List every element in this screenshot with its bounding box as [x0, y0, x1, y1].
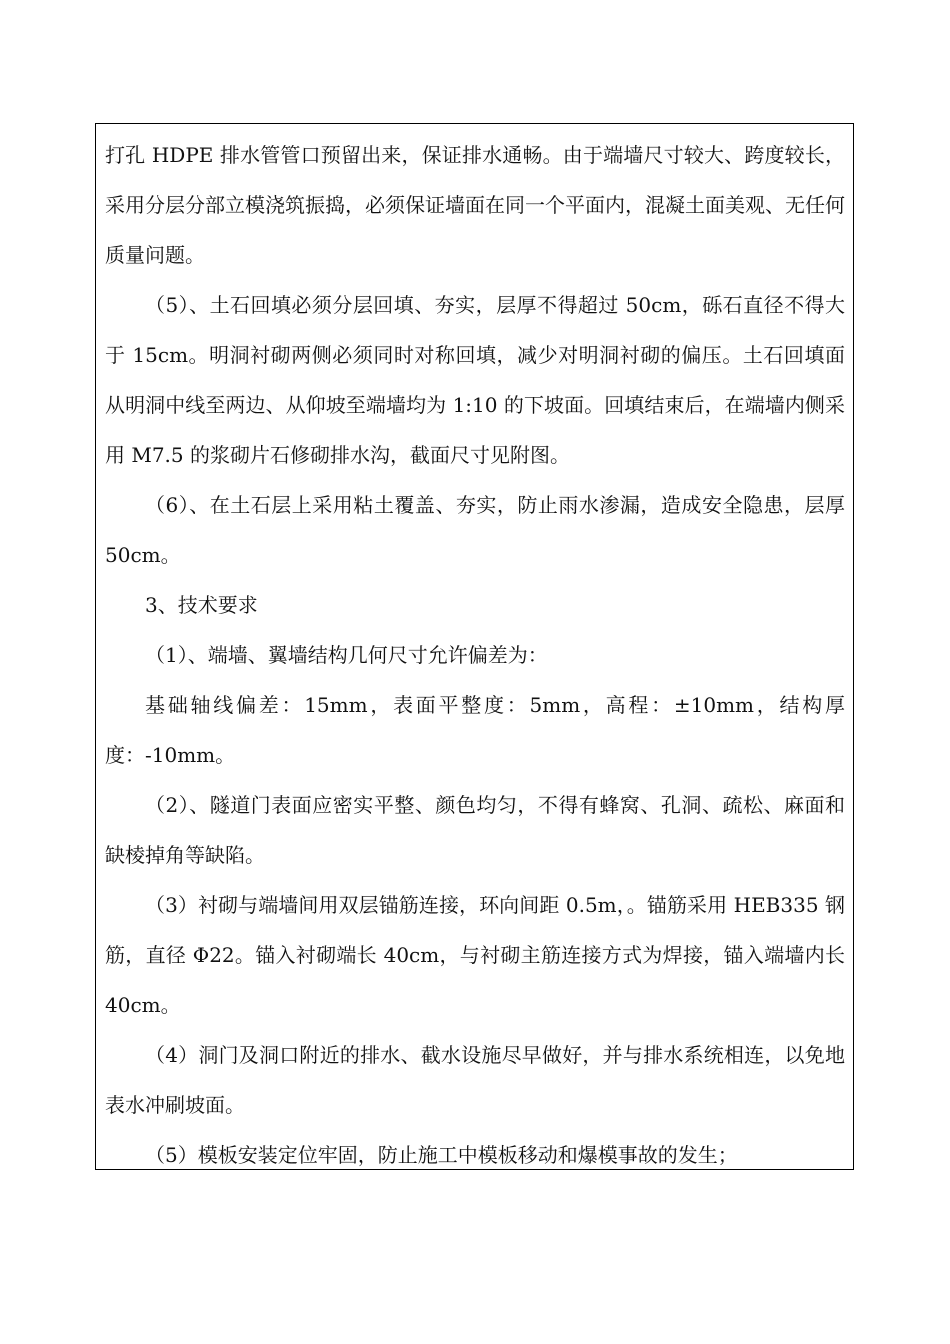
- paragraph-tolerance-intro: （1）、端墙、翼墙结构几何尺寸允许偏差为：: [145, 643, 548, 667]
- section-heading-technical-requirements: 3、技术要求: [145, 593, 258, 617]
- paragraph-surface-quality: （2）、隧道门表面应密实平整、颜色均匀，不得有蜂窝、孔洞、疏松、麻面和缺棱掉角等缺陷。: [105, 793, 845, 867]
- paragraph-drainage-facilities: （4）洞门及洞口附近的排水、截水设施尽早做好，并与排水系统相连，以免地表水冲刷坡面。: [105, 1043, 845, 1117]
- paragraph-formwork: （5）模板安装定位牢固，防止施工中模板移动和爆模事故的发生；: [145, 1143, 738, 1167]
- paragraph-anchor-bars: （3）衬砌与端墙间用双层锚筋连接，环向间距 0.5m，。锚筋采用 HEB335 钢筋，直径 Φ22。锚入衬砌端长 40cm，与衬砌主筋连接方式为焊接，锚入端墙内长 40cm。: [105, 893, 845, 1017]
- paragraph-tolerance-values: 基础轴线偏差：15mm，表面平整度：5mm，高程：±10mm，结构厚度：-10mm。: [105, 693, 845, 767]
- document-frame: [95, 123, 854, 1170]
- paragraph-backfill: （5）、土石回填必须分层回填、夯实，层厚不得超过 50cm，砾石直径不得大于 15cm。明洞衬砌两侧必须同时对称回填，减少对明洞衬砌的偏压。土石回填面从明洞中线至两边、从仰坡至端墙均为 1:10 的下坡面。回填结束后，在端墙内侧采用 M7.5 的浆砌片石修砌排水沟，截面尺寸见附图。: [105, 293, 845, 467]
- paragraph-drainage-pipe: 打孔 HDPE 排水管管口预留出来，保证排水通畅。由于端墙尺寸较大、跨度较长，采用分层分部立模浇筑振捣，必须保证墙面在同一个平面内，混凝土面美观、无任何质量问题。: [105, 143, 845, 267]
- paragraph-clay-cover: （6）、在土石层上采用粘土覆盖、夯实，防止雨水渗漏，造成安全隐患，层厚 50cm。: [105, 493, 845, 567]
